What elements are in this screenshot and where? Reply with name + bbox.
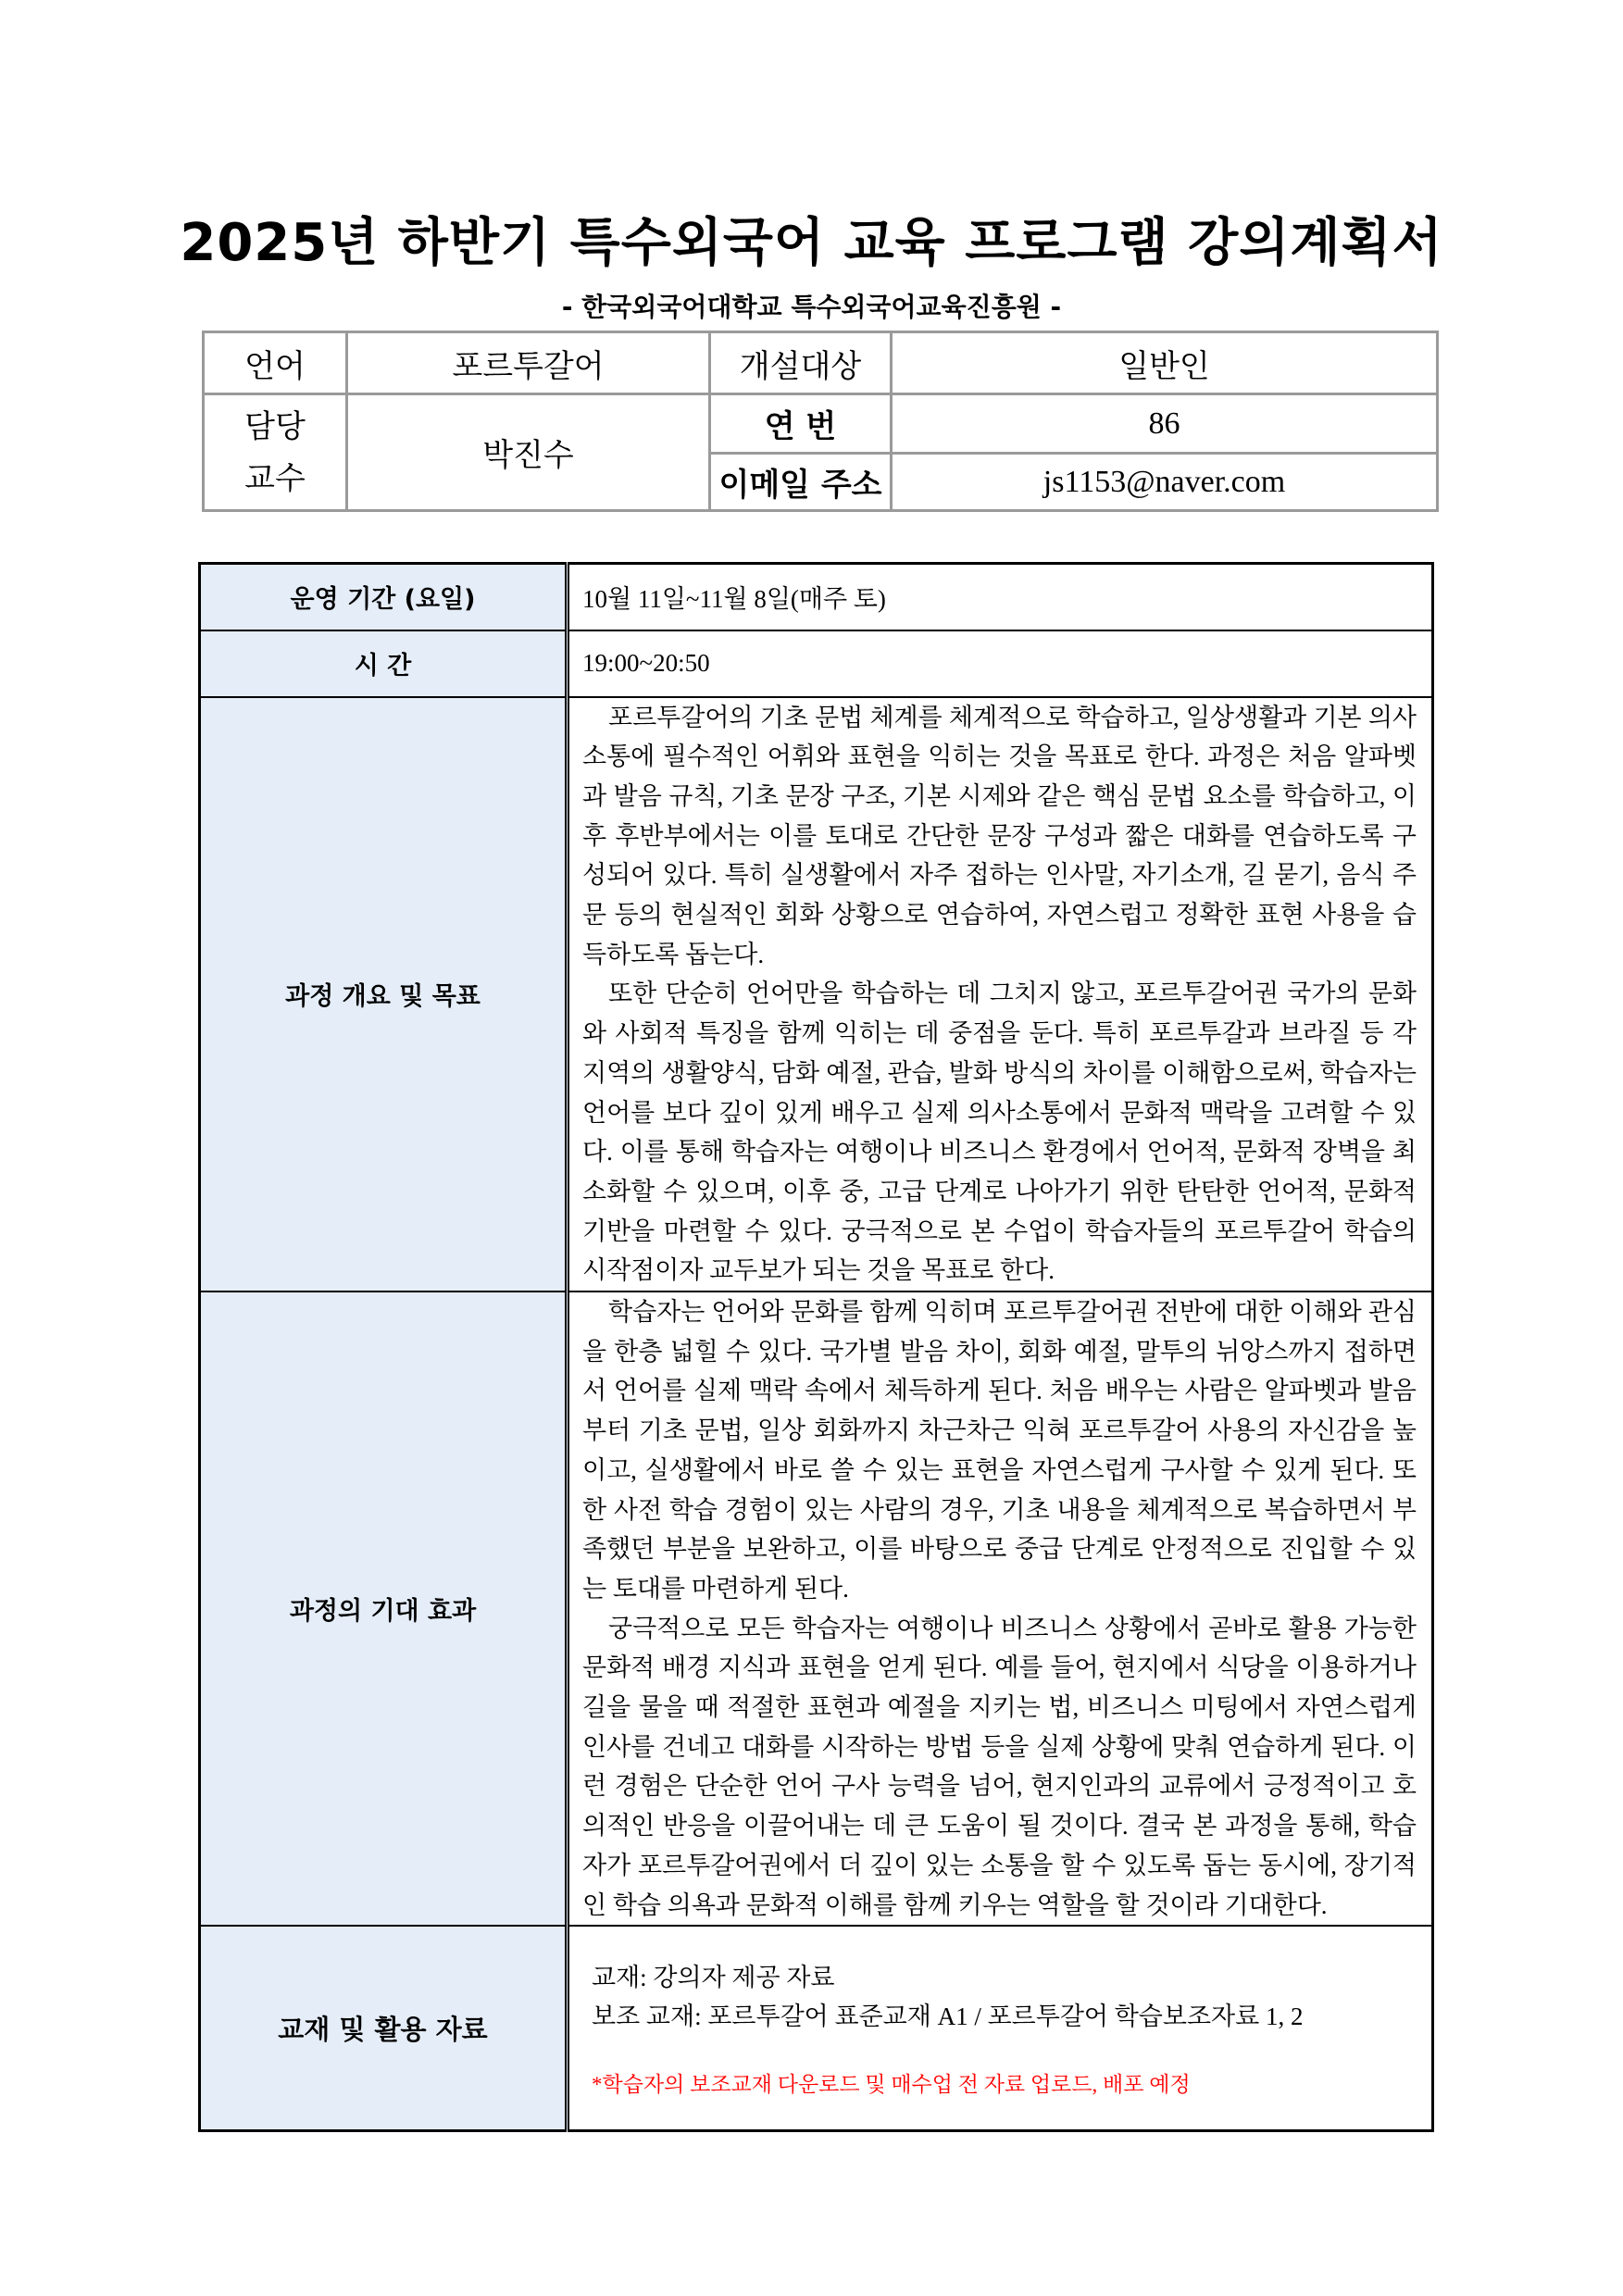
effect-paragraph: 학습자는 언어와 문화를 함께 익히며 포르투갈어권 전반에 대한 이해와 관심을 한층 넓힐 수 있다. 국가별 발음 차이, 회화 예절, 말투의 뉘앙스까지 접하면서 언어를 실제 맥락 속에서 체득하게 된다. 처음 배우는 사람은 알파벳과 발음부터 기초 문법, 일상 회화까지 차근차근 익혀 포르투갈어 사용의 자신감을 높이고, 실생활에서 바로 쓸 수 있는 표현을 자연스럽게 구사할 수 있게 된다. 또한 사전 학습 경험이 있는 사람의 경우, 기초 내용을 체계적으로 복습하면서 부족했던 부분을 보완하고, 이를 바탕으로 중급 단계로 안정적으로 진입할 수 있는 토대를 마련하게 된다. [582, 1298, 1417, 1603]
language-label: 언어 [204, 332, 347, 394]
period-value: 10월 11일~11월 8일(매주 토) [568, 564, 1433, 630]
contact-value: 86 [892, 394, 1438, 454]
contact-label: 연 번 [710, 394, 892, 454]
target-value: 일반인 [892, 332, 1438, 394]
document-title: 2025년 하반기 특수외국어 교육 프로그램 강의계획서 [180, 213, 1443, 273]
document-subtitle: - 한국외국어대학교 특수외국어교육진흥원 - [561, 292, 1062, 322]
instructor-label-line2: 교수 [244, 459, 306, 497]
overview-label: 과정 개요 및 목표 [200, 697, 568, 1292]
effect-value [568, 1292, 1433, 1926]
time-label: 시 간 [200, 630, 568, 697]
effect-label: 과정의 기대 효과 [200, 1292, 568, 1926]
language-value: 포르투갈어 [347, 332, 710, 394]
target-label: 개설대상 [710, 332, 892, 394]
period-label: 운영 기간 (요일) [200, 564, 568, 630]
effect-paragraph: 궁극적으로 모든 학습자는 여행이나 비즈니스 상황에서 곧바로 활용 가능한 문화적 배경 지식과 표현을 얻게 된다. 예를 들어, 현지에서 식당을 이용하거나 길을 물을 때 적절한 표현과 예절을 지키는 법, 비즈니스 미팅에서 자연스럽게 인사를 건네고 대화를 시작하는 방법 등을 실제 상황에 맞춰 연습하게 된다. 이런 경험은 단순한 언어 구사 능력을 넘어, 현지인과의 교류에서 긍정적이고 호의적인 반응을 이끌어내는 데 큰 도움이 될 것이다. 결국 본 과정을 통해, 학습자가 포르투갈어권에서 더 깊이 있는 소통을 할 수 있도록 돕는 동시에, 장기적인 학습 의욕과 문화적 이해를 함께 키우는 역할을 할 것이라 기대한다. [582, 1614, 1417, 1919]
course-plan-table [198, 562, 1434, 2132]
materials-note: *학습자의 보조교재 다운로드 및 매수업 전 자료 업로드, 배포 예정 [592, 2073, 1191, 2097]
materials-main: 교재: 강의자 제공 자료 [592, 1964, 835, 1992]
instructor-label-line1: 담당 [244, 407, 306, 445]
overview-paragraph: 또한 단순히 언어만을 학습하는 데 그치지 않고, 포르투갈어권 국가의 문화와 사회적 특징을 함께 익히는 데 중점을 둔다. 특히 포르투갈과 브라질 등 각 지역의 생활양식, 담화 예절, 관습, 발화 방식의 차이를 이해함으로써, 학습자는 언어를 보다 깊이 있게 배우고 실제 의사소통에서 문화적 맥락을 고려할 수 있다. 이를 통해 학습자는 여행이나 비즈니스 환경에서 언어적, 문화적 장벽을 최소화할 수 있으며, 이후 중, 고급 단계로 나아가기 위한 탄탄한 언어적, 문화적 기반을 마련할 수 있다. 궁극적으로 본 수업이 학습자들의 포르투갈어 학습의 시작점이자 교두보가 되는 것을 목표로 한다. [582, 980, 1417, 1285]
instructor-label [204, 394, 347, 511]
course-info-table [202, 331, 1439, 512]
email-value: js1153@naver.com [892, 454, 1438, 511]
materials-label: 교재 및 활용 자료 [200, 1926, 568, 2130]
time-value: 19:00~20:50 [568, 630, 1433, 697]
email-label: 이메일 주소 [710, 454, 892, 511]
overview-value [568, 697, 1433, 1292]
instructor-value: 박진수 [347, 394, 710, 511]
overview-paragraph: 포르투갈어의 기초 문법 체계를 체계적으로 학습하고, 일상생활과 기본 의사소통에 필수적인 어휘와 표현을 익히는 것을 목표로 한다. 과정은 처음 알파벳과 발음 규칙, 기초 문장 구조, 기본 시제와 같은 핵심 문법 요소를 학습하고, 이후 후반부에서는 이를 토대로 간단한 문장 구성과 짧은 대화를 연습하도록 구성되어 있다. 특히 실생활에서 자주 접하는 인사말, 자기소개, 길 묻기, 음식 주문 등의 현실적인 회화 상황으로 연습하여, 자연스럽고 정확한 표현 사용을 습득하도록 돕는다. [582, 703, 1417, 968]
materials-value [568, 1926, 1433, 2130]
materials-sub: 보조 교재: 포르투갈어 표준교재 A1 / 포르투갈어 학습보조자료 1, 2 [592, 2003, 1304, 2031]
